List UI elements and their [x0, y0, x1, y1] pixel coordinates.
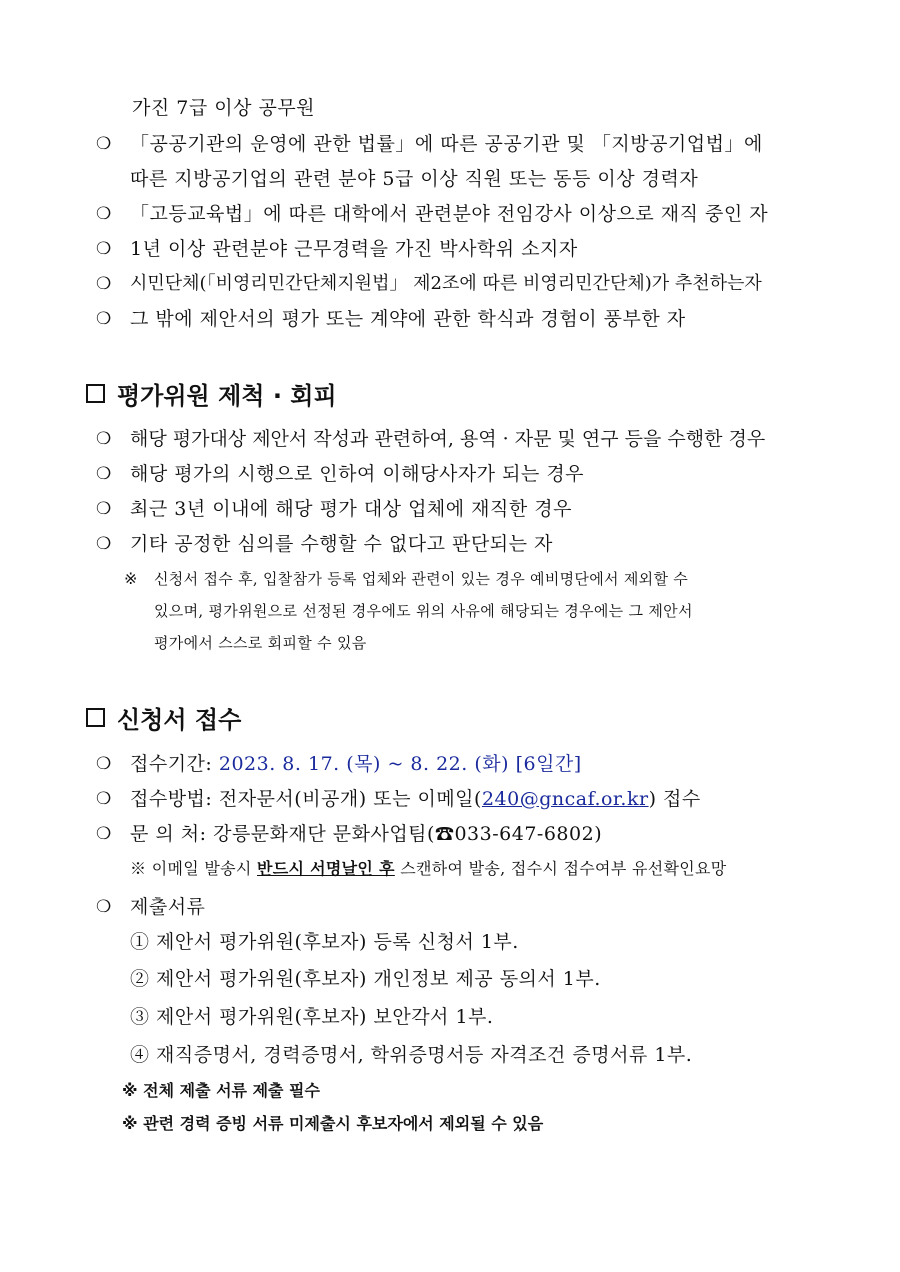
email-note: ※ 이메일 발송시 반드시 서명날인 후 스캔하여 발송, 접수시 접수여부 유선확인요망: [130, 859, 727, 878]
document-item: ④ 재직증명서, 경력증명서, 학위증명서등 자격조건 증명서류 1부.: [130, 1044, 693, 1066]
recusal-note-line: 있으며, 평가위원으로 선정된 경우에도 위의 사유에 해당되는 경우에는 그 제안서: [154, 602, 693, 620]
documents-label: 제출서류: [130, 896, 206, 918]
bullet-icon: ❍: [96, 134, 112, 154]
bullet-icon: ❍: [96, 239, 112, 259]
period-label: 접수기간:: [130, 753, 213, 775]
period-value: 2023. 8. 17. (목) ~ 8. 22. (화): [218, 753, 510, 775]
recusal-note: ※ 신청서 접수 후, 입찰참가 등록 업체와 관련이 있는 경우 예비명단에서 제외할 수: [124, 569, 689, 588]
document-item: ① 제안서 평가위원(후보자) 등록 신청서 1부.: [130, 931, 519, 953]
section-heading-application: 신청서 접수: [86, 703, 241, 737]
phone-icon: ☎: [434, 823, 455, 845]
period-days: [6일간]: [515, 753, 582, 775]
method-label: 접수방법:: [130, 788, 213, 810]
document-item: ③ 제안서 평가위원(후보자) 보안각서 1부.: [130, 1006, 494, 1028]
bullet-icon: ❍: [96, 309, 112, 329]
bullet-icon: ❍: [96, 274, 112, 294]
checkbox-square-icon: [86, 708, 105, 727]
bullet-icon: ❍: [96, 499, 112, 519]
section-heading-recusal: 평가위원 제척 · 회피: [86, 379, 337, 413]
phone-number: 033-647-6802): [454, 823, 603, 845]
final-note: ※ 전체 제출 서류 제출 필수: [122, 1081, 320, 1100]
bullet-icon: ❍: [96, 429, 112, 449]
bullet-icon: ❍: [96, 464, 112, 484]
email-note-emphasis: 반드시 서명날인 후: [257, 859, 395, 878]
bullet-icon: ❍: [96, 789, 112, 809]
contact-label: 문 의 처:: [130, 823, 207, 845]
bullet-icon: ❍: [96, 534, 112, 554]
bullet-icon: ❍: [96, 824, 112, 844]
document-item: ② 제안서 평가위원(후보자) 개인정보 제공 동의서 1부.: [130, 968, 601, 990]
final-note: ※ 관련 경력 증빙 서류 미제출시 후보자에서 제외될 수 있음: [122, 1114, 544, 1133]
bullet-icon: ❍: [96, 204, 112, 224]
bullet-icon: ❍: [96, 897, 112, 917]
recusal-note-line: 평가에서 스스로 회피할 수 있음: [154, 634, 367, 652]
checkbox-square-icon: [86, 384, 105, 403]
email-link[interactable]: 240@gncaf.or.kr: [481, 788, 649, 810]
document-page: 가진 7급 이상 공무원 ❍ 「공공기관의 운영에 관한 법률」에 따른 공공기관 및 「지방공기업법」에 따른 지방공기업의 관련 분야 5급 이상 직원 또는 동등 이상 경력자 ❍ 「고등교육법」에 따른 대학에서 관련분야 전임강사 이상으로 재직 중인 자 ❍ 1년 이상 관련분야 근무경력을 가진 박사학위 소지자 ❍ 시민단체(「비영리민간단체지원법」 제2조에 따른 비영리민간단체)가 추천하는자 ❍ 그 밖에 제안서의 평가 또는 계약에 관한 학식과 경험이 풍부한 자 평가위원 제척 · 회피 ❍ 해당 평가대상 제안서 작성과 관련하여, 용역 · 자문 및 연구 등을 수행한 경우 ❍ 해당 평가의 시행으로 인하여 이해당사자가 되는 경우 ❍ 최근 3년 이내에 해당 평가 대상 업체에 재직한 경우 ❍ 기타 공정한 심의를 수행할 수 없다고 판단되는 자 ※ 신청서 접수 후, 입찰참가 등록 업체와 관련이 있는 경우 예비명단에서 제외할 수 있으며, 평가위원으로 선정된 경우에도 위의 사유에 해당되는 경우에는 그 제안서 평가에서 스스로 회피할 수 있음 신청서 접수 ❍ 접수기간: 2023. 8. 17. (목) ~ 8. 22. (화) [6일간] ❍ 접수방법: 전자문서(비공개) 또는 이메일(240@gncaf.or.kr) 접수 ❍ 문 의 처: 강릉문화재단 문화사업팀(☎033-647-6802) ※ 이메일 발송시 반드시 서명날인 후 스캔하여 발송, 접수시 접수여부 유선확인요망 ❍ 제출서류 ① 제안서 평가위원(후보자) 등록 신청서 1부. ② 제안서 평가위원(후보자) 개인정보 제공 동의서 1부. ③ 제안서 평가위원(후보자) 보안각서 1부. ④ 재직증명서, 경력증명서, 학위증명서등 자격조건 증명서류 1부. ※ 전체 제출 서류 제출 필수 ※ 관련 경력 증빙 서류 미제출시 후보자에서 제외될 수 있음: [0, 0, 900, 1272]
bullet-icon: ❍: [96, 754, 112, 774]
